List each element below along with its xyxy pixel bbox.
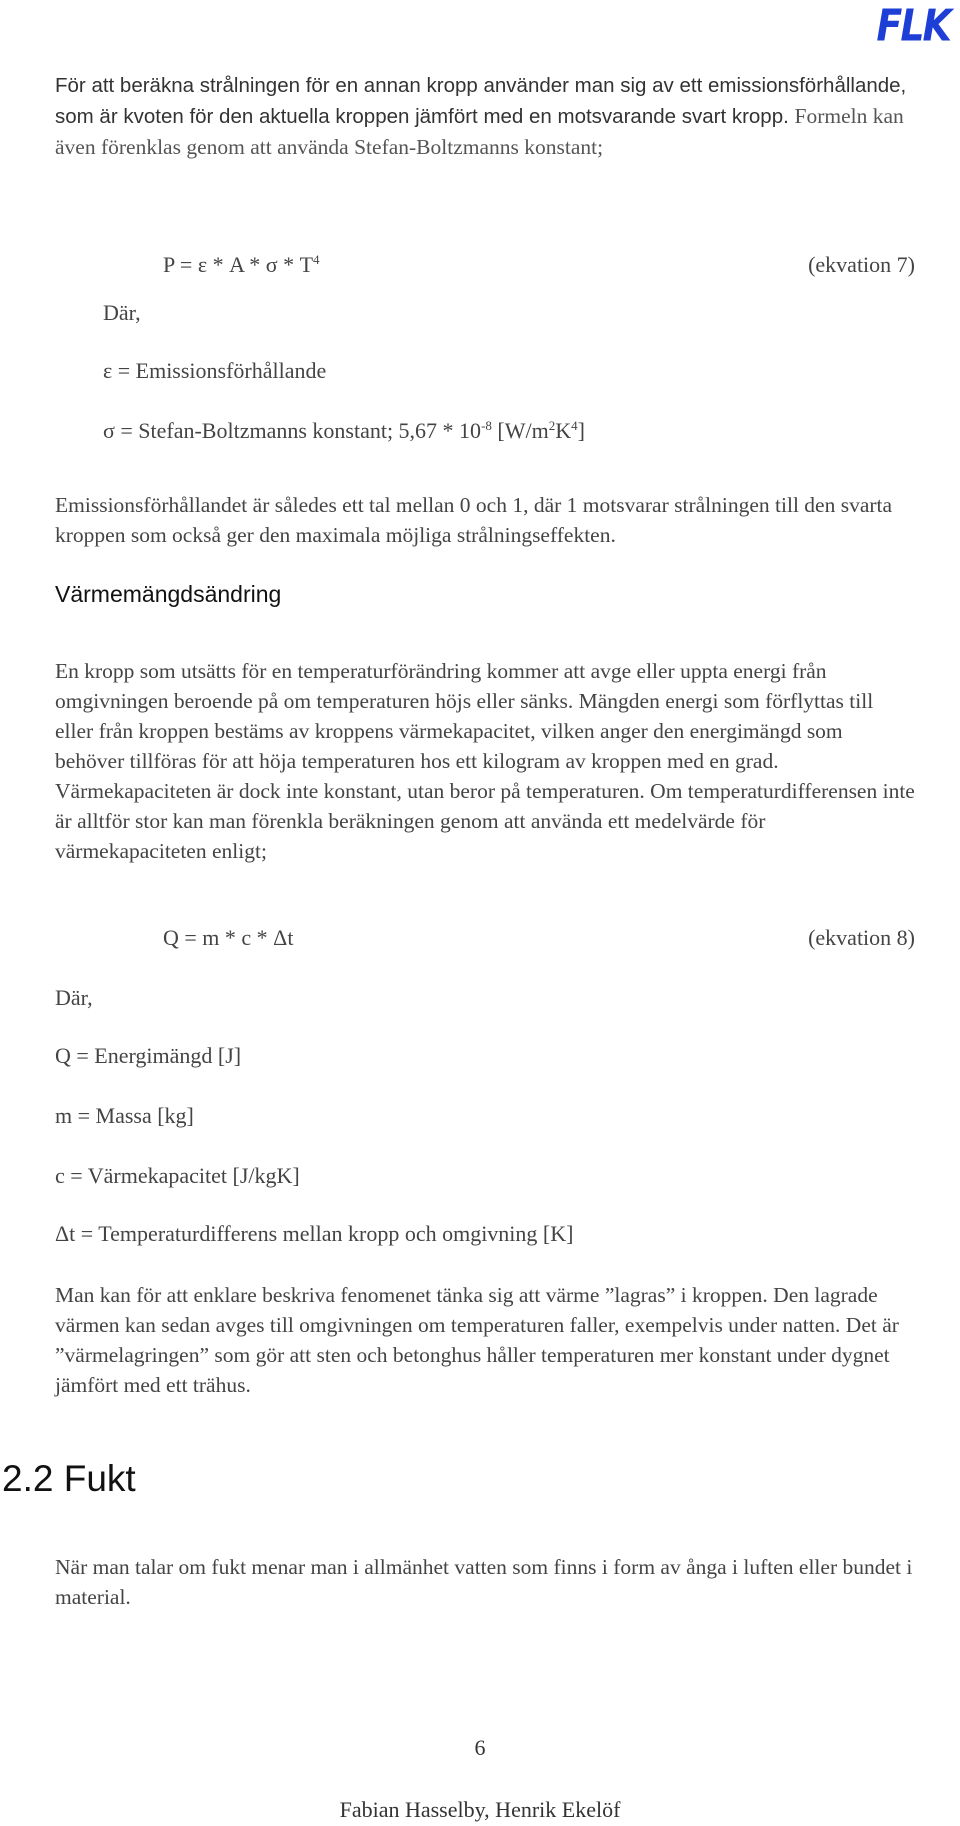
definition-m: m = Massa [kg] [55,1103,194,1128]
section-heading-fukt: 2.2 Fukt [2,1458,136,1499]
definition-q: Q = Energimängd [J] [55,1043,242,1068]
emission-paragraph: Emissionsförhållandet är således ett tal mellan 0 och 1, där 1 motsvarar strålningen till den svarta kroppen som också ger den maximala möjliga strålningseffekten. [55,493,893,547]
dar-label-1: Där, [103,300,141,325]
intro-paragraph [55,70,915,162]
storage-paragraph: Man kan för att enklare beskriva fenomenet tänka sig att värme ”lagras” i kroppen. Den lagrade värmen kan sedan avges till omgivningen om temperaturen faller, exempelvis under natten. Det är ”värmelagringen” som gör att sten och betonghus håller temperaturen mer konstant under dygnet jämfört med ett trähus. [55,1283,899,1397]
equation-7-label: (ekvation 7) [808,252,915,277]
definition-delta-t: Δt = Temperaturdifferens mellan kropp och omgivning [K] [55,1221,574,1246]
equation-7: $P = \varepsilon * A * \sigma * T^4$ [163,252,320,277]
definition-c: c = Värmekapacitet [J/kgK] [55,1163,300,1188]
section-heading-heat: Värmemängdsändring [55,581,282,607]
equation-8: Q = m * c * Δt [163,925,294,950]
intro-part1: För att beräkna strålningen för en annan kropp använder man sig av ett emissionsförhållande, som är kvoten för den aktuella kroppen jämfört med en motsvarande svart kropp. [55,74,907,128]
definition-epsilon: ε = Emissionsförhållande [103,358,327,383]
page-number: 6 [474,1735,486,1760]
flk-logo: FLK [876,0,950,51]
intro-part2: Formeln kan även förenklas genom att använda Stefan-Boltzmanns konstant; [55,104,904,159]
heat-paragraph: En kropp som utsätts för en temperaturförändring kommer att avge eller uppta energi från omgivningen beroende på om temperaturen höjs eller sänks. Mängden energi som förflyttas till eller från kroppen bestäms av kroppens värmekapacitet, vilken anger den energimängd som behöver tillföras för att höja temperaturen hos ett kilogram av kroppen med en grad. Värmekapaciteten är dock inte konstant, utan beror på temperaturen. Om temperaturdifferensen inte är alltför stor kan man förenkla beräkningen genom att använda ett medelvärde för värmekapaciteten enligt; [55,659,915,863]
equation-8-label: (ekvation 8) [808,925,915,950]
dar-label-2: Där, [55,985,93,1010]
fukt-paragraph: När man talar om fukt menar man i allmänhet vatten som finns i form av ånga i luften eller bundet i material. [55,1555,913,1609]
footer-authors: Fabian Hasselby, Henrik Ekelöf [339,1797,621,1822]
definition-sigma: σ = Stefan-Boltzmanns konstant; $5,67 * 10^{-8}$ $[W/m^2K^4]$ [103,418,585,443]
